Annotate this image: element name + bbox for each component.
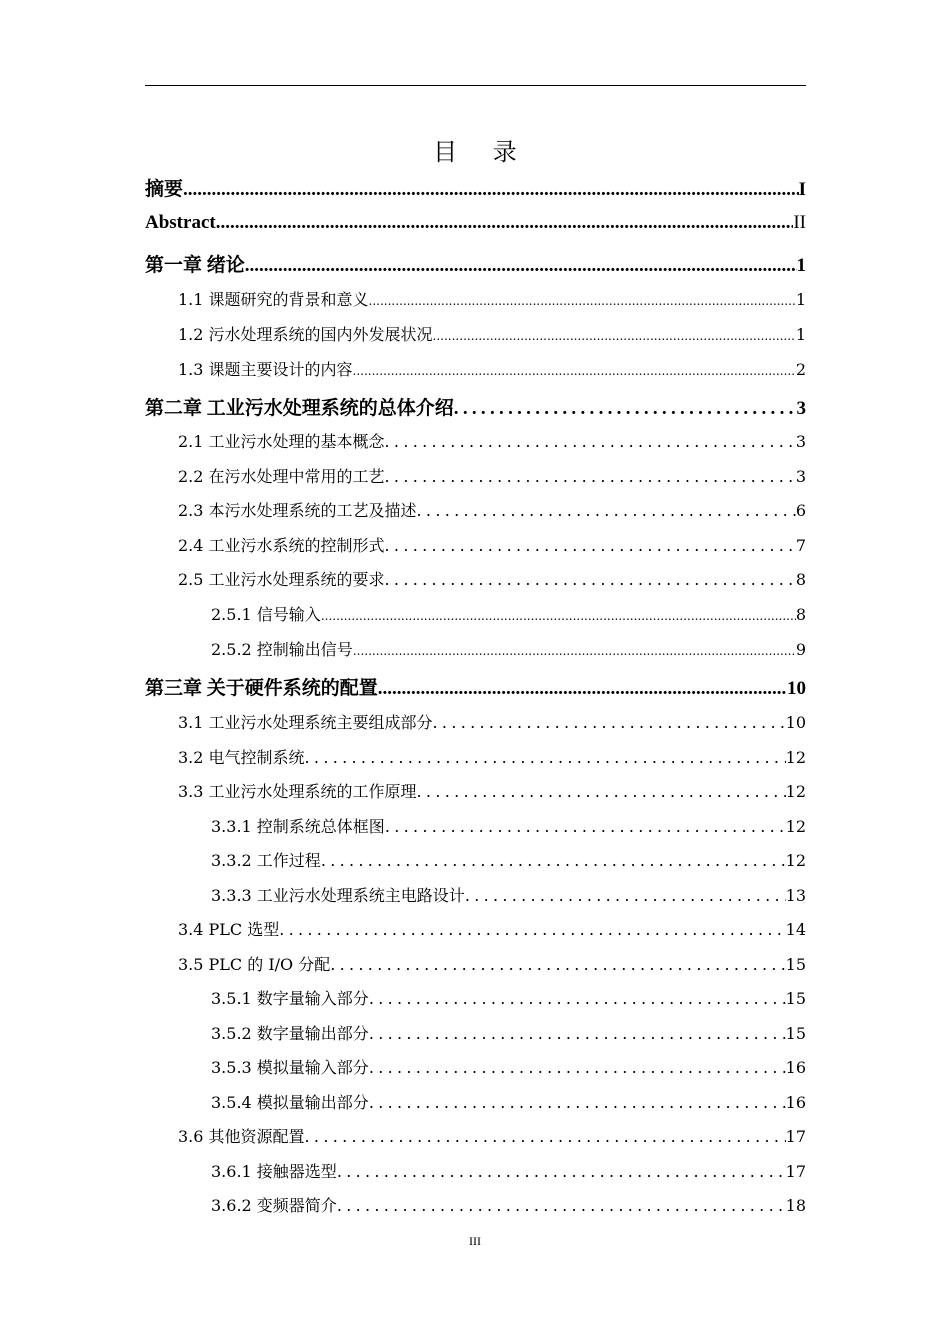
toc-entry-page: 10 xyxy=(785,713,806,732)
dot-leader xyxy=(337,1196,786,1215)
dot-leader xyxy=(330,955,785,974)
toc-entry-label: 2.2 在污水处理中常用的工艺 xyxy=(178,467,385,486)
dot-leader xyxy=(385,467,796,486)
toc-entry[interactable] xyxy=(145,1159,806,1183)
toc-entry-label: 第一章 绪论 xyxy=(145,255,245,276)
toc-entry[interactable] xyxy=(145,1193,806,1217)
header-rule xyxy=(145,85,806,86)
toc-entry-page: 12 xyxy=(785,748,806,767)
dot-leader xyxy=(305,1127,786,1146)
toc-entry[interactable] xyxy=(145,986,806,1010)
toc-entry-page: 17 xyxy=(785,1162,806,1181)
toc-entry[interactable] xyxy=(145,779,806,803)
toc-entry-label: 3.1 工业污水处理系统主要组成部分 xyxy=(178,713,433,732)
dot-leader xyxy=(385,570,796,589)
page-number: III xyxy=(469,1234,481,1248)
toc-entry-page: 3 xyxy=(795,467,806,486)
toc-entry-label: 3.5.1 数字量输入部分 xyxy=(211,989,369,1008)
toc-entry-label: 3.4 PLC 选型 xyxy=(178,920,280,939)
toc-entry[interactable] xyxy=(145,952,806,976)
toc-entry-page: 12 xyxy=(785,851,806,870)
toc-entry-page: 3 xyxy=(795,432,806,451)
toc-entry-label: 第三章 关于硬件系统的配置 xyxy=(145,678,378,699)
toc-entry-page: 1 xyxy=(795,325,806,344)
toc-entry[interactable] xyxy=(145,464,806,488)
toc-entry[interactable] xyxy=(145,1055,806,1079)
toc-entry-label: 1.1 课题研究的背景和意义 xyxy=(178,290,369,309)
dot-leader xyxy=(337,1162,786,1181)
dot-leader xyxy=(369,1024,786,1043)
toc-entry-label: 2.1 工业污水处理的基本概念 xyxy=(178,432,385,451)
toc-entry-label: 3.5.2 数字量输出部分 xyxy=(211,1024,369,1043)
toc-entry-label: 第二章 工业污水处理系统的总体介绍 xyxy=(145,398,454,419)
toc-entry[interactable] xyxy=(145,174,806,198)
toc-entry-page: 16 xyxy=(785,1058,806,1077)
toc-title: 目 录 xyxy=(433,138,531,166)
toc-entry-label: 3.6.1 接触器选型 xyxy=(211,1162,337,1181)
toc-entry-label: 摘要 xyxy=(145,179,184,200)
toc-entry-page: 9 xyxy=(795,640,806,659)
dot-leader xyxy=(369,1093,786,1112)
toc-entry-label: 2.5.1 信号输入 xyxy=(211,605,321,624)
toc-entry-page: 7 xyxy=(795,536,806,555)
dot-leader xyxy=(369,290,796,309)
toc-entry-label: 3.2 电气控制系统 xyxy=(178,748,305,767)
dot-leader xyxy=(321,851,786,870)
toc-entry[interactable] xyxy=(145,637,806,661)
dot-leader xyxy=(369,989,786,1008)
dot-leader xyxy=(183,179,799,201)
toc-entry-page: 17 xyxy=(785,1127,806,1146)
toc-entry-label: 2.3 本污水处理系统的工艺及描述 xyxy=(178,501,417,520)
dot-leader xyxy=(321,605,796,624)
toc-entry-label: 2.5 工业污水处理系统的要求 xyxy=(178,570,385,589)
toc-entry-page: 18 xyxy=(785,1196,806,1215)
toc-entry[interactable] xyxy=(145,250,806,274)
toc-entry-label: 1.3 课题主要设计的内容 xyxy=(178,360,353,379)
toc-entry-page: 14 xyxy=(785,920,806,939)
toc-entry[interactable] xyxy=(145,393,806,417)
toc-entry-page: I xyxy=(798,179,806,200)
dot-leader xyxy=(279,920,785,939)
toc-entry[interactable] xyxy=(145,322,806,346)
toc-entry[interactable] xyxy=(145,429,806,453)
dot-leader xyxy=(465,886,786,905)
toc-entry[interactable] xyxy=(145,567,806,591)
toc-entry[interactable] xyxy=(145,1090,806,1114)
dot-leader xyxy=(417,782,786,801)
toc-entry-label: 3.3.2 工作过程 xyxy=(211,851,321,870)
toc-entry[interactable] xyxy=(145,917,806,941)
toc-entry-label: 3.5 PLC 的 I/O 分配 xyxy=(178,955,331,974)
toc-entry-page: 15 xyxy=(785,955,806,974)
toc-entry[interactable] xyxy=(145,745,806,769)
toc-entry-page: 12 xyxy=(785,782,806,801)
toc-entry-page: 10 xyxy=(787,678,806,699)
toc-entry[interactable] xyxy=(145,212,806,236)
toc-entry-label: 1.2 污水处理系统的国内外发展状况 xyxy=(178,325,433,344)
toc-entry[interactable] xyxy=(145,848,806,872)
dot-leader xyxy=(216,212,794,234)
dot-leader xyxy=(433,713,786,732)
dot-leader xyxy=(433,325,796,344)
dot-leader xyxy=(305,748,786,767)
toc-entry-page: 2 xyxy=(795,360,806,379)
toc-entry[interactable] xyxy=(145,602,806,626)
dot-leader xyxy=(385,432,796,451)
toc-entry-label: 2.4 工业污水系统的控制形式 xyxy=(178,536,385,555)
dot-leader xyxy=(369,1058,786,1077)
toc-entry[interactable] xyxy=(145,1124,806,1148)
dot-leader xyxy=(378,678,787,700)
toc-entry-label: 3.5.4 模拟量输出部分 xyxy=(211,1093,369,1112)
toc-entry-page: II xyxy=(793,212,806,233)
toc-entry-page: 8 xyxy=(795,605,806,624)
toc-entry-label: 3.5.3 模拟量输入部分 xyxy=(211,1058,369,1077)
toc-entry-label: 3.3.1 控制系统总体框图 xyxy=(211,817,385,836)
toc-entry-page: 15 xyxy=(785,1024,806,1043)
toc-entry[interactable] xyxy=(145,673,806,697)
dot-leader xyxy=(353,640,796,659)
toc-entry-page: 15 xyxy=(785,989,806,1008)
toc-entry-label: 2.5.2 控制输出信号 xyxy=(211,640,353,659)
toc-entry[interactable] xyxy=(145,357,806,381)
dot-leader xyxy=(454,398,797,420)
toc-entry[interactable] xyxy=(145,814,806,838)
toc-entry-label: 3.6.2 变频器简介 xyxy=(211,1196,337,1215)
toc-entry-page: 3 xyxy=(796,398,806,419)
toc-entry-page: 6 xyxy=(795,501,806,520)
dot-leader xyxy=(417,501,796,520)
toc-entry-label: Abstract xyxy=(145,212,216,233)
dot-leader xyxy=(385,536,796,555)
toc-entry-page: 1 xyxy=(795,290,806,309)
dot-leader xyxy=(385,817,786,836)
toc-entry-page: 8 xyxy=(795,570,806,589)
toc-entry-label: 3.3.3 工业污水处理系统主电路设计 xyxy=(211,886,465,905)
toc-entry[interactable] xyxy=(145,1021,806,1045)
toc-entry-page: 1 xyxy=(796,255,806,276)
toc-entry[interactable] xyxy=(145,287,806,311)
toc-entry-page: 13 xyxy=(785,886,806,905)
toc-entry[interactable] xyxy=(145,710,806,734)
toc-entry[interactable] xyxy=(145,533,806,557)
dot-leader xyxy=(245,255,797,277)
toc-entry-page: 12 xyxy=(785,817,806,836)
toc-entry[interactable] xyxy=(145,883,806,907)
toc-entry[interactable] xyxy=(145,498,806,522)
toc-entry-page: 16 xyxy=(785,1093,806,1112)
dot-leader xyxy=(353,360,796,379)
toc-entry-label: 3.6 其他资源配置 xyxy=(178,1127,305,1146)
toc-entry-label: 3.3 工业污水处理系统的工作原理 xyxy=(178,782,417,801)
